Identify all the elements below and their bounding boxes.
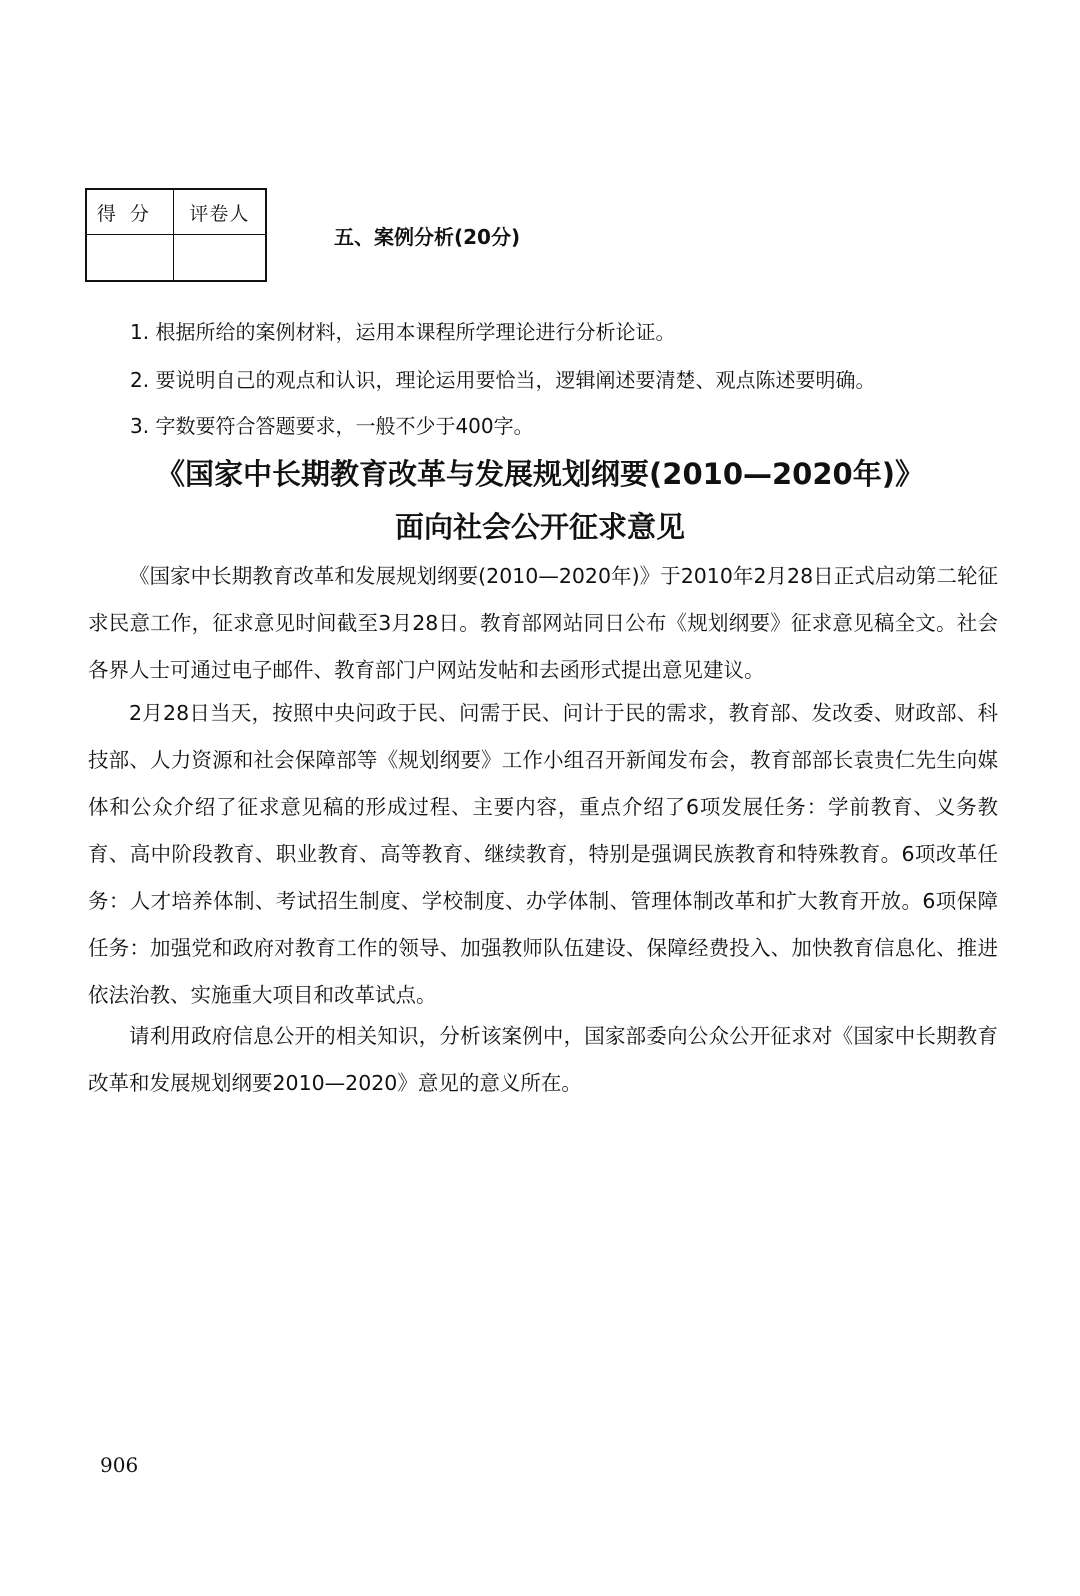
case-title-line1: 《国家中长期教育改革与发展规划纲要(2010—2020年)》 xyxy=(156,457,924,491)
section-heading: 五、案例分析(20分) xyxy=(334,225,521,249)
grader-cell xyxy=(173,235,266,282)
score-label: 得分 xyxy=(86,189,173,235)
case-title-line2: 面向社会公开征求意见 xyxy=(394,510,685,544)
instruction-item: 3. 字数要符合答题要求，一般不少于400字。 xyxy=(130,414,534,438)
grader-label: 评卷人 xyxy=(173,189,266,235)
case-question: 请利用政府信息公开的相关知识，分析该案例中，国家部委向公众公开征求对《国家中长期教育改革和发展规划纲要2010—2020》意见的意义所在。 xyxy=(88,1024,998,1095)
instruction-item: 1. 根据所给的案例材料，运用本课程所学理论进行分析论证。 xyxy=(130,320,676,344)
case-paragraph: 《国家中长期教育改革和发展规划纲要(2010—2020年)》于2010年2月28日正式启动第二轮征求民意工作，征求意见时间截至3月28日。教育部网站同日公布《规划纲要》征求意见稿全文。社会各界人士可通过电子邮件、教育部门户网站发帖和去函形式提出意见建议。 xyxy=(88,564,998,682)
score-box xyxy=(85,188,267,282)
case-paragraph: 2月28日当天，按照中央问政于民、问需于民、问计于民的需求，教育部、发改委、财政部、科技部、人力资源和社会保障部等《规划纲要》工作小组召开新闻发布会，教育部部长袁贵仁先生向媒体和公众介绍了征求意见稿的形成过程、主要内容，重点介绍了6项发展任务：学前教育、义务教育、高中阶段教育、职业教育、高等教育、继续教育，特别是强调民族教育和特殊教育。6项改革任务：人才培养体制、考试招生制度、学校制度、办学体制、管理体制改革和扩大教育开放。6项保障任务：加强党和政府对教育工作的领导、加强教师队伍建设、保障经费投入、加快教育信息化、推进依法治教、实施重大项目和改革试点。 xyxy=(88,701,998,1007)
instruction-item: 2. 要说明自己的观点和认识，理论运用要恰当，逻辑阐述要清楚、观点陈述要明确。 xyxy=(130,368,876,392)
score-cell xyxy=(86,235,173,282)
page-number: 906 xyxy=(100,1453,139,1477)
